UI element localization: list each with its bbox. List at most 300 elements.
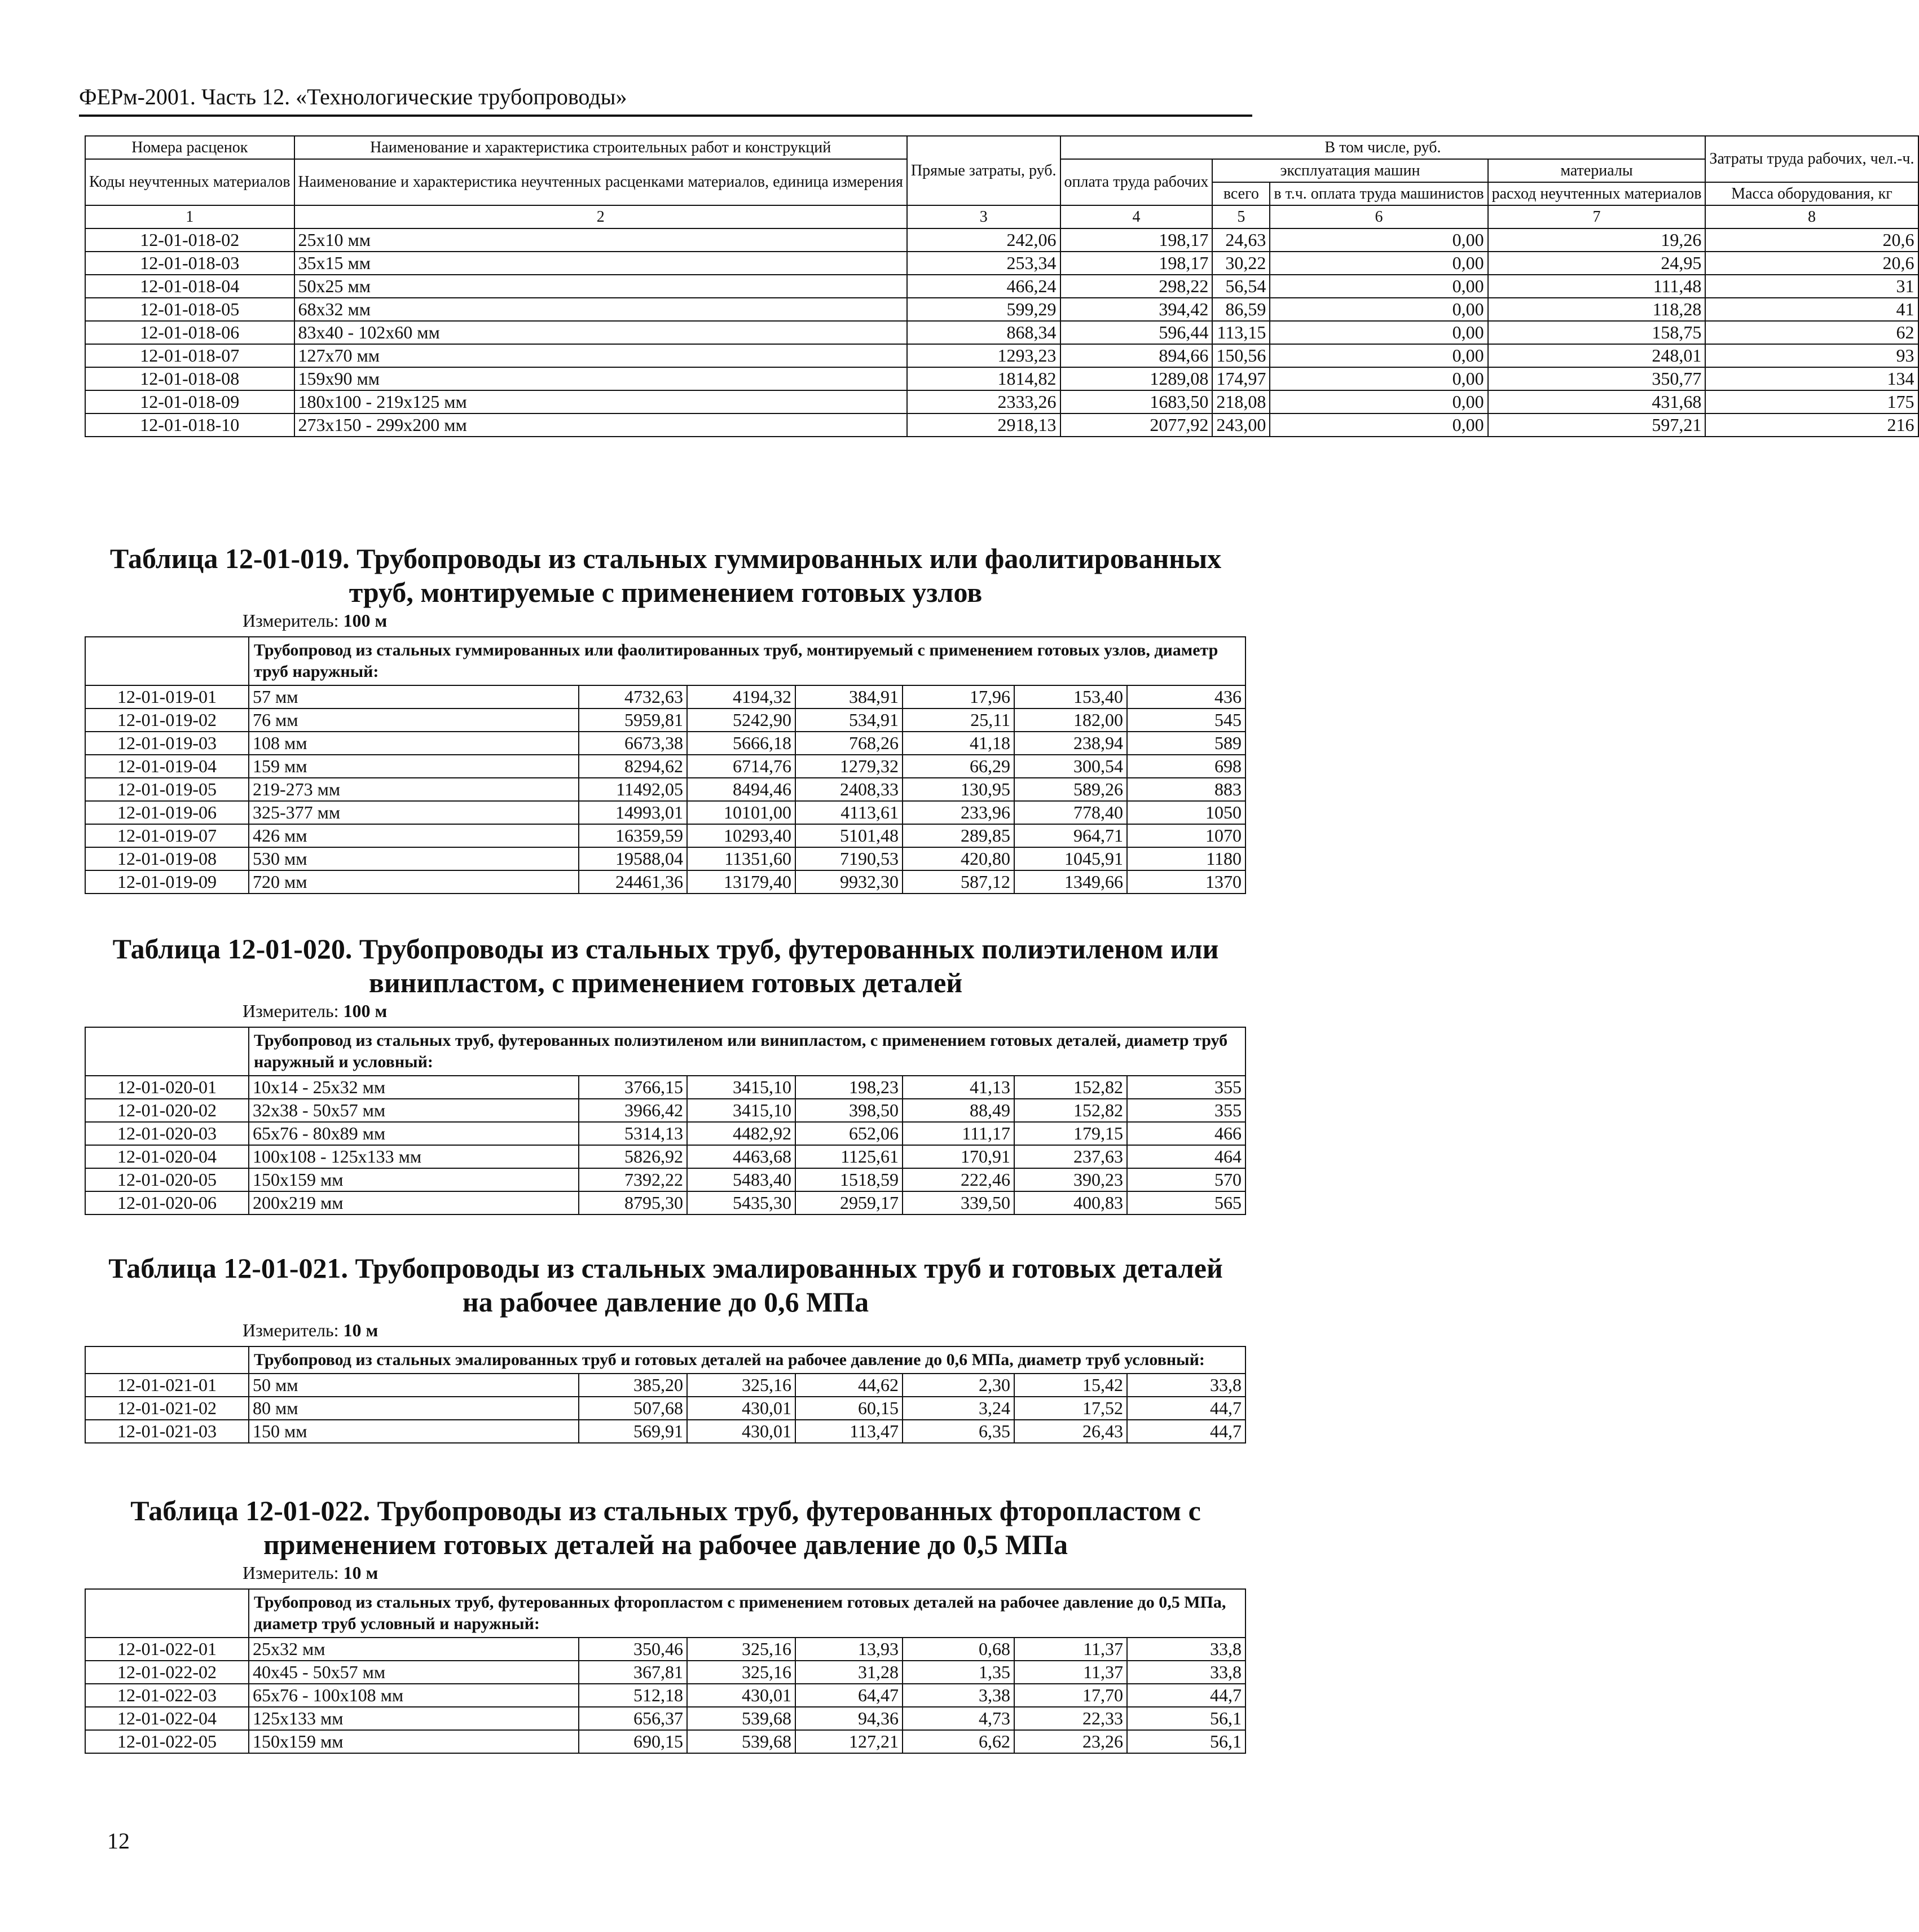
rate-code: 12-01-020-02: [85, 1099, 249, 1122]
col-materials: материалы: [1488, 159, 1706, 182]
value-cell: 565: [1127, 1191, 1245, 1214]
value-cell: 2,30: [903, 1374, 1014, 1397]
col-direct: Прямые затраты, руб.: [907, 136, 1060, 205]
gap-cell: [85, 1589, 249, 1638]
rate-code: 12-01-019-01: [85, 685, 249, 708]
value-cell: 512,18: [579, 1684, 687, 1707]
value-cell: 24461,36: [579, 870, 687, 894]
value-cell: 62: [1705, 321, 1918, 344]
item-name: 65x76 - 100x108 мм: [249, 1684, 579, 1707]
value-cell: 86,59: [1212, 298, 1270, 321]
value-cell: 44,7: [1127, 1420, 1245, 1443]
value-cell: 175: [1705, 390, 1918, 413]
item-name: 32x38 - 50x57 мм: [249, 1099, 579, 1122]
value-cell: 16359,59: [579, 824, 687, 847]
table-row: [85, 1397, 1245, 1420]
value-cell: 7392,22: [579, 1168, 687, 1191]
item-name: 219-273 мм: [249, 778, 579, 801]
rate-code: 12-01-020-01: [85, 1076, 249, 1099]
col-name2: Наименование и характеристика неучтенных расценками материалов, единица измерения: [294, 159, 907, 205]
rate-code: 12-01-020-04: [85, 1145, 249, 1168]
value-cell: 0,00: [1270, 413, 1487, 437]
item-name: 159x90 мм: [294, 367, 907, 390]
value-cell: 1518,59: [795, 1168, 903, 1191]
value-cell: 30,22: [1212, 252, 1270, 275]
value-cell: 5242,90: [687, 708, 795, 732]
rate-code: 12-01-020-05: [85, 1168, 249, 1191]
value-cell: 1293,23: [907, 344, 1060, 367]
value-cell: 466,24: [907, 275, 1060, 298]
table-title-021: Таблица 12-01-021. Трубопроводы из стальных эмалированных труб и готовых деталей на рабочее давление до 0,6 МПа: [108, 1252, 1223, 1318]
value-cell: 690,15: [579, 1730, 687, 1753]
value-cell: 420,80: [903, 847, 1014, 870]
rate-code: 12-01-021-03: [85, 1420, 249, 1443]
value-cell: 652,06: [795, 1122, 903, 1145]
rate-code: 12-01-019-03: [85, 732, 249, 755]
value-cell: 24,95: [1488, 252, 1706, 275]
value-cell: 11,37: [1014, 1638, 1127, 1661]
value-cell: 4,73: [903, 1707, 1014, 1730]
table-row: [85, 870, 1245, 894]
rate-code: 12-01-018-03: [85, 252, 294, 275]
gap-cell: [85, 1346, 249, 1374]
value-cell: 4113,61: [795, 801, 903, 824]
item-name: 83x40 - 102x60 мм: [294, 321, 907, 344]
item-name: 150x159 мм: [249, 1730, 579, 1753]
table-row: [85, 228, 1918, 252]
measure-value: 100 м: [343, 610, 388, 631]
item-name: 426 мм: [249, 824, 579, 847]
rate-code: 12-01-019-06: [85, 801, 249, 824]
rate-code: 12-01-019-07: [85, 824, 249, 847]
value-cell: 10101,00: [687, 801, 795, 824]
table-row: [85, 1122, 1245, 1145]
measure-label: Измеритель:: [243, 610, 339, 631]
value-cell: 33,8: [1127, 1661, 1245, 1684]
col-incl-wage: в т.ч. оплата труда машинистов: [1270, 182, 1487, 205]
value-cell: 339,50: [903, 1191, 1014, 1214]
value-cell: 768,26: [795, 732, 903, 755]
value-cell: 3415,10: [687, 1076, 795, 1099]
value-cell: 5959,81: [579, 708, 687, 732]
table-row: [85, 252, 1918, 275]
page-header: ФЕРм-2001. Часть 12. «Технологические трубопроводы»: [79, 83, 1252, 117]
table-row: [85, 275, 1918, 298]
table-row: [85, 321, 1918, 344]
measure-020: [243, 1001, 387, 1022]
value-cell: 6714,76: [687, 755, 795, 778]
value-cell: 656,37: [579, 1707, 687, 1730]
value-cell: 431,68: [1488, 390, 1706, 413]
value-cell: 233,96: [903, 801, 1014, 824]
value-cell: 170,91: [903, 1145, 1014, 1168]
col-name: Наименование и характеристика строительных работ и конструкций: [294, 136, 907, 159]
value-cell: 964,71: [1014, 824, 1127, 847]
value-cell: 237,63: [1014, 1145, 1127, 1168]
table-row: [85, 732, 1245, 755]
value-cell: 198,17: [1060, 228, 1213, 252]
value-cell: 539,68: [687, 1707, 795, 1730]
value-cell: 0,00: [1270, 298, 1487, 321]
col-numbers: Номера расценок: [85, 136, 294, 159]
value-cell: 198,23: [795, 1076, 903, 1099]
value-cell: 56,1: [1127, 1730, 1245, 1753]
table-row: [85, 755, 1245, 778]
value-cell: 6,62: [903, 1730, 1014, 1753]
measure-value: 100 м: [343, 1001, 388, 1021]
rate-code: 12-01-022-04: [85, 1707, 249, 1730]
item-name: 150x159 мм: [249, 1168, 579, 1191]
table-body: [85, 1374, 1245, 1443]
page-number: 12: [107, 1828, 130, 1854]
table-row: [85, 708, 1245, 732]
rate-code: 12-01-019-09: [85, 870, 249, 894]
table-title-022: Таблица 12-01-022. Трубопроводы из стальных труб, футерованных фторопластом с применением готовых деталей на рабочее давление до 0,5 МПа: [130, 1495, 1201, 1560]
value-cell: 398,50: [795, 1099, 903, 1122]
value-cell: 394,42: [1060, 298, 1213, 321]
rate-code: 12-01-019-05: [85, 778, 249, 801]
value-cell: 153,40: [1014, 685, 1127, 708]
value-cell: 26,43: [1014, 1420, 1127, 1443]
rate-code: 12-01-021-01: [85, 1374, 249, 1397]
value-cell: 33,8: [1127, 1638, 1245, 1661]
rate-code: 12-01-022-05: [85, 1730, 249, 1753]
value-cell: 134: [1705, 367, 1918, 390]
value-cell: 5826,92: [579, 1145, 687, 1168]
value-cell: 0,00: [1270, 228, 1487, 252]
table-row: [85, 778, 1245, 801]
table-row: [85, 1076, 1245, 1099]
value-cell: 3,38: [903, 1684, 1014, 1707]
value-cell: 589: [1127, 732, 1245, 755]
value-cell: 93: [1705, 344, 1918, 367]
table-body: [85, 685, 1245, 894]
rate-code: 12-01-022-03: [85, 1684, 249, 1707]
col-index: 7: [1488, 205, 1706, 228]
value-cell: 589,26: [1014, 778, 1127, 801]
value-cell: 2077,92: [1060, 413, 1213, 437]
value-cell: 24,63: [1212, 228, 1270, 252]
col-index: 5: [1212, 205, 1270, 228]
value-cell: 4732,63: [579, 685, 687, 708]
value-cell: 11,37: [1014, 1661, 1127, 1684]
value-cell: 8494,46: [687, 778, 795, 801]
value-cell: 597,21: [1488, 413, 1706, 437]
value-cell: 20,6: [1705, 252, 1918, 275]
item-name: 530 мм: [249, 847, 579, 870]
col-total: всего: [1212, 182, 1270, 205]
table-12-01-018: [85, 135, 1919, 437]
value-cell: 430,01: [687, 1684, 795, 1707]
value-cell: 0,00: [1270, 344, 1487, 367]
value-cell: 94,36: [795, 1707, 903, 1730]
value-cell: 300,54: [1014, 755, 1127, 778]
value-cell: 13,93: [795, 1638, 903, 1661]
value-cell: 88,49: [903, 1099, 1014, 1122]
value-cell: 44,62: [795, 1374, 903, 1397]
value-cell: 464: [1127, 1145, 1245, 1168]
value-cell: 56,54: [1212, 275, 1270, 298]
gap-cell: [85, 637, 249, 685]
value-cell: 3766,15: [579, 1076, 687, 1099]
value-cell: 174,97: [1212, 367, 1270, 390]
item-name: 10x14 - 25x32 мм: [249, 1076, 579, 1099]
table-12-01-021: [85, 1346, 1246, 1444]
col-labor: Затраты труда рабочих, чел.-ч.: [1705, 136, 1918, 182]
value-cell: 7190,53: [795, 847, 903, 870]
col-index: 8: [1705, 205, 1918, 228]
item-name: 180x100 - 219x125 мм: [294, 390, 907, 413]
rate-code: 12-01-018-02: [85, 228, 294, 252]
value-cell: 894,66: [1060, 344, 1213, 367]
value-cell: 289,85: [903, 824, 1014, 847]
value-cell: 400,83: [1014, 1191, 1127, 1214]
item-name: 125x133 мм: [249, 1707, 579, 1730]
rate-code: 12-01-019-02: [85, 708, 249, 732]
item-name: 35x15 мм: [294, 252, 907, 275]
table-row: [85, 1661, 1245, 1684]
value-cell: 3415,10: [687, 1099, 795, 1122]
value-cell: 5435,30: [687, 1191, 795, 1214]
value-cell: 23,26: [1014, 1730, 1127, 1753]
table-title-020: Таблица 12-01-020. Трубопроводы из стальных труб, футерованных полиэтиленом или винипластом, с применением готовых деталей: [112, 933, 1219, 998]
rate-code: 12-01-018-09: [85, 390, 294, 413]
value-cell: 1045,91: [1014, 847, 1127, 870]
col-wage: оплата труда рабочих: [1060, 159, 1213, 205]
value-cell: 56,1: [1127, 1707, 1245, 1730]
value-cell: 0,00: [1270, 390, 1487, 413]
item-name: 50x25 мм: [294, 275, 907, 298]
measure-021: [243, 1320, 378, 1341]
table-body: [85, 1638, 1245, 1753]
value-cell: 41,18: [903, 732, 1014, 755]
item-name: 76 мм: [249, 708, 579, 732]
rate-code: 12-01-022-02: [85, 1661, 249, 1684]
value-cell: 298,22: [1060, 275, 1213, 298]
value-cell: 1814,82: [907, 367, 1060, 390]
measure-019: [243, 610, 387, 631]
value-cell: 152,82: [1014, 1076, 1127, 1099]
table-row: [85, 1374, 1245, 1397]
value-cell: 778,40: [1014, 801, 1127, 824]
col-index: 2: [294, 205, 907, 228]
col-index: 3: [907, 205, 1060, 228]
value-cell: 5666,18: [687, 732, 795, 755]
value-cell: 113,15: [1212, 321, 1270, 344]
value-cell: 248,01: [1488, 344, 1706, 367]
value-cell: 218,08: [1212, 390, 1270, 413]
item-name: 65x76 - 80x89 мм: [249, 1122, 579, 1145]
item-name: 100x108 - 125x133 мм: [249, 1145, 579, 1168]
measure-value: 10 м: [343, 1563, 378, 1583]
col-codes: Коды неучтенных материалов: [85, 159, 294, 205]
rate-code: 12-01-018-10: [85, 413, 294, 437]
value-cell: 5314,13: [579, 1122, 687, 1145]
value-cell: 11351,60: [687, 847, 795, 870]
measure-label: Измеритель:: [243, 1320, 339, 1340]
value-cell: 113,47: [795, 1420, 903, 1443]
value-cell: 367,81: [579, 1661, 687, 1684]
value-cell: 2333,26: [907, 390, 1060, 413]
item-name: 150 мм: [249, 1420, 579, 1443]
value-cell: 64,47: [795, 1684, 903, 1707]
value-cell: 883: [1127, 778, 1245, 801]
value-cell: 545: [1127, 708, 1245, 732]
value-cell: 325,16: [687, 1374, 795, 1397]
value-cell: 3,24: [903, 1397, 1014, 1420]
item-name: 68x32 мм: [294, 298, 907, 321]
rate-code: 12-01-018-05: [85, 298, 294, 321]
item-name: 108 мм: [249, 732, 579, 755]
value-cell: 9932,30: [795, 870, 903, 894]
item-name: 273x150 - 299x200 мм: [294, 413, 907, 437]
table-body: [85, 228, 1918, 437]
value-cell: 17,70: [1014, 1684, 1127, 1707]
value-cell: 539,68: [687, 1730, 795, 1753]
section-title: Трубопровод из стальных эмалированных труб и готовых деталей на рабочее давление до 0,6 МПа, диаметр труб условный:: [249, 1346, 1245, 1374]
value-cell: 325,16: [687, 1661, 795, 1684]
table-row: [85, 413, 1918, 437]
rate-code: 12-01-018-08: [85, 367, 294, 390]
item-name: 127x70 мм: [294, 344, 907, 367]
value-cell: 25,11: [903, 708, 1014, 732]
value-cell: 8294,62: [579, 755, 687, 778]
value-cell: 1180: [1127, 847, 1245, 870]
value-cell: 350,46: [579, 1638, 687, 1661]
value-cell: 1370: [1127, 870, 1245, 894]
item-name: 80 мм: [249, 1397, 579, 1420]
table-title-019: Таблица 12-01-019. Трубопроводы из стальных гуммированных или фаолитированных труб, монтируемые с применением готовых узлов: [109, 543, 1222, 608]
value-cell: 4482,92: [687, 1122, 795, 1145]
gap-cell: [85, 1027, 249, 1076]
item-name: 50 мм: [249, 1374, 579, 1397]
value-cell: 587,12: [903, 870, 1014, 894]
table-row: [85, 1638, 1245, 1661]
col-index: 4: [1060, 205, 1213, 228]
value-cell: 1683,50: [1060, 390, 1213, 413]
value-cell: 20,6: [1705, 228, 1918, 252]
value-cell: 698: [1127, 755, 1245, 778]
table-row: [85, 367, 1918, 390]
value-cell: 66,29: [903, 755, 1014, 778]
table-row: [85, 390, 1918, 413]
value-cell: 44,7: [1127, 1684, 1245, 1707]
value-cell: 0,00: [1270, 367, 1487, 390]
value-cell: 1,35: [903, 1661, 1014, 1684]
value-cell: 6,35: [903, 1420, 1014, 1443]
value-cell: 430,01: [687, 1397, 795, 1420]
table-row: [85, 1420, 1245, 1443]
value-cell: 19588,04: [579, 847, 687, 870]
table-row: [85, 1191, 1245, 1214]
measure-label: Измеритель:: [243, 1001, 339, 1021]
value-cell: 216: [1705, 413, 1918, 437]
rate-code: 12-01-020-03: [85, 1122, 249, 1145]
section-title: Трубопровод из стальных труб, футерованных полиэтиленом или винипластом, с применением готовых деталей, диаметр труб наружный и условный:: [249, 1027, 1245, 1076]
section-title: Трубопровод из стальных гуммированных или фаолитированных труб, монтируемый с применением готовых узлов, диаметр труб наружный:: [249, 637, 1245, 685]
table-header: [85, 136, 1918, 228]
table-row: [85, 847, 1245, 870]
table-row: [85, 1707, 1245, 1730]
value-cell: 599,29: [907, 298, 1060, 321]
value-cell: 4463,68: [687, 1145, 795, 1168]
table-row: [85, 824, 1245, 847]
value-cell: 41,13: [903, 1076, 1014, 1099]
value-cell: 2918,13: [907, 413, 1060, 437]
table-row: [85, 298, 1918, 321]
item-name: 159 мм: [249, 755, 579, 778]
value-cell: 238,94: [1014, 732, 1127, 755]
value-cell: 1289,08: [1060, 367, 1213, 390]
item-name: 25x10 мм: [294, 228, 907, 252]
table-row: [85, 344, 1918, 367]
rate-code: 12-01-018-06: [85, 321, 294, 344]
measure-022: [243, 1563, 378, 1583]
value-cell: 44,7: [1127, 1397, 1245, 1420]
col-index: 1: [85, 205, 294, 228]
value-cell: 1125,61: [795, 1145, 903, 1168]
col-index: 6: [1270, 205, 1487, 228]
value-cell: 0,00: [1270, 252, 1487, 275]
value-cell: 430,01: [687, 1420, 795, 1443]
value-cell: 60,15: [795, 1397, 903, 1420]
value-cell: 355: [1127, 1099, 1245, 1122]
item-name: 40x45 - 50x57 мм: [249, 1661, 579, 1684]
value-cell: 384,91: [795, 685, 903, 708]
value-cell: 8795,30: [579, 1191, 687, 1214]
item-name: 720 мм: [249, 870, 579, 894]
table-row: [85, 1168, 1245, 1191]
value-cell: 243,00: [1212, 413, 1270, 437]
value-cell: 1279,32: [795, 755, 903, 778]
value-cell: 325,16: [687, 1638, 795, 1661]
value-cell: 3966,42: [579, 1099, 687, 1122]
value-cell: 111,17: [903, 1122, 1014, 1145]
table-row: [85, 685, 1245, 708]
value-cell: 0,68: [903, 1638, 1014, 1661]
value-cell: 350,77: [1488, 367, 1706, 390]
value-cell: 158,75: [1488, 321, 1706, 344]
value-cell: 253,34: [907, 252, 1060, 275]
value-cell: 152,82: [1014, 1099, 1127, 1122]
section-title: Трубопровод из стальных труб, футерованных фторопластом с применением готовых деталей на рабочее давление до 0,5 МПа, диаметр труб условный и наружный:: [249, 1589, 1245, 1638]
value-cell: 242,06: [907, 228, 1060, 252]
value-cell: 2959,17: [795, 1191, 903, 1214]
value-cell: 17,52: [1014, 1397, 1127, 1420]
value-cell: 14993,01: [579, 801, 687, 824]
value-cell: 570: [1127, 1168, 1245, 1191]
value-cell: 222,46: [903, 1168, 1014, 1191]
value-cell: 534,91: [795, 708, 903, 732]
table-12-01-020: [85, 1027, 1246, 1215]
item-name: 25x32 мм: [249, 1638, 579, 1661]
value-cell: 5101,48: [795, 824, 903, 847]
value-cell: 4194,32: [687, 685, 795, 708]
value-cell: 1070: [1127, 824, 1245, 847]
value-cell: 111,48: [1488, 275, 1706, 298]
item-name: 57 мм: [249, 685, 579, 708]
value-cell: 466: [1127, 1122, 1245, 1145]
table-row: [85, 1145, 1245, 1168]
table-body: [85, 1076, 1245, 1214]
table-row: [85, 1730, 1245, 1753]
value-cell: 13179,40: [687, 870, 795, 894]
value-cell: 127,21: [795, 1730, 903, 1753]
value-cell: 182,00: [1014, 708, 1127, 732]
value-cell: 198,17: [1060, 252, 1213, 275]
table-12-01-022: [85, 1588, 1246, 1754]
rate-code: 12-01-020-06: [85, 1191, 249, 1214]
